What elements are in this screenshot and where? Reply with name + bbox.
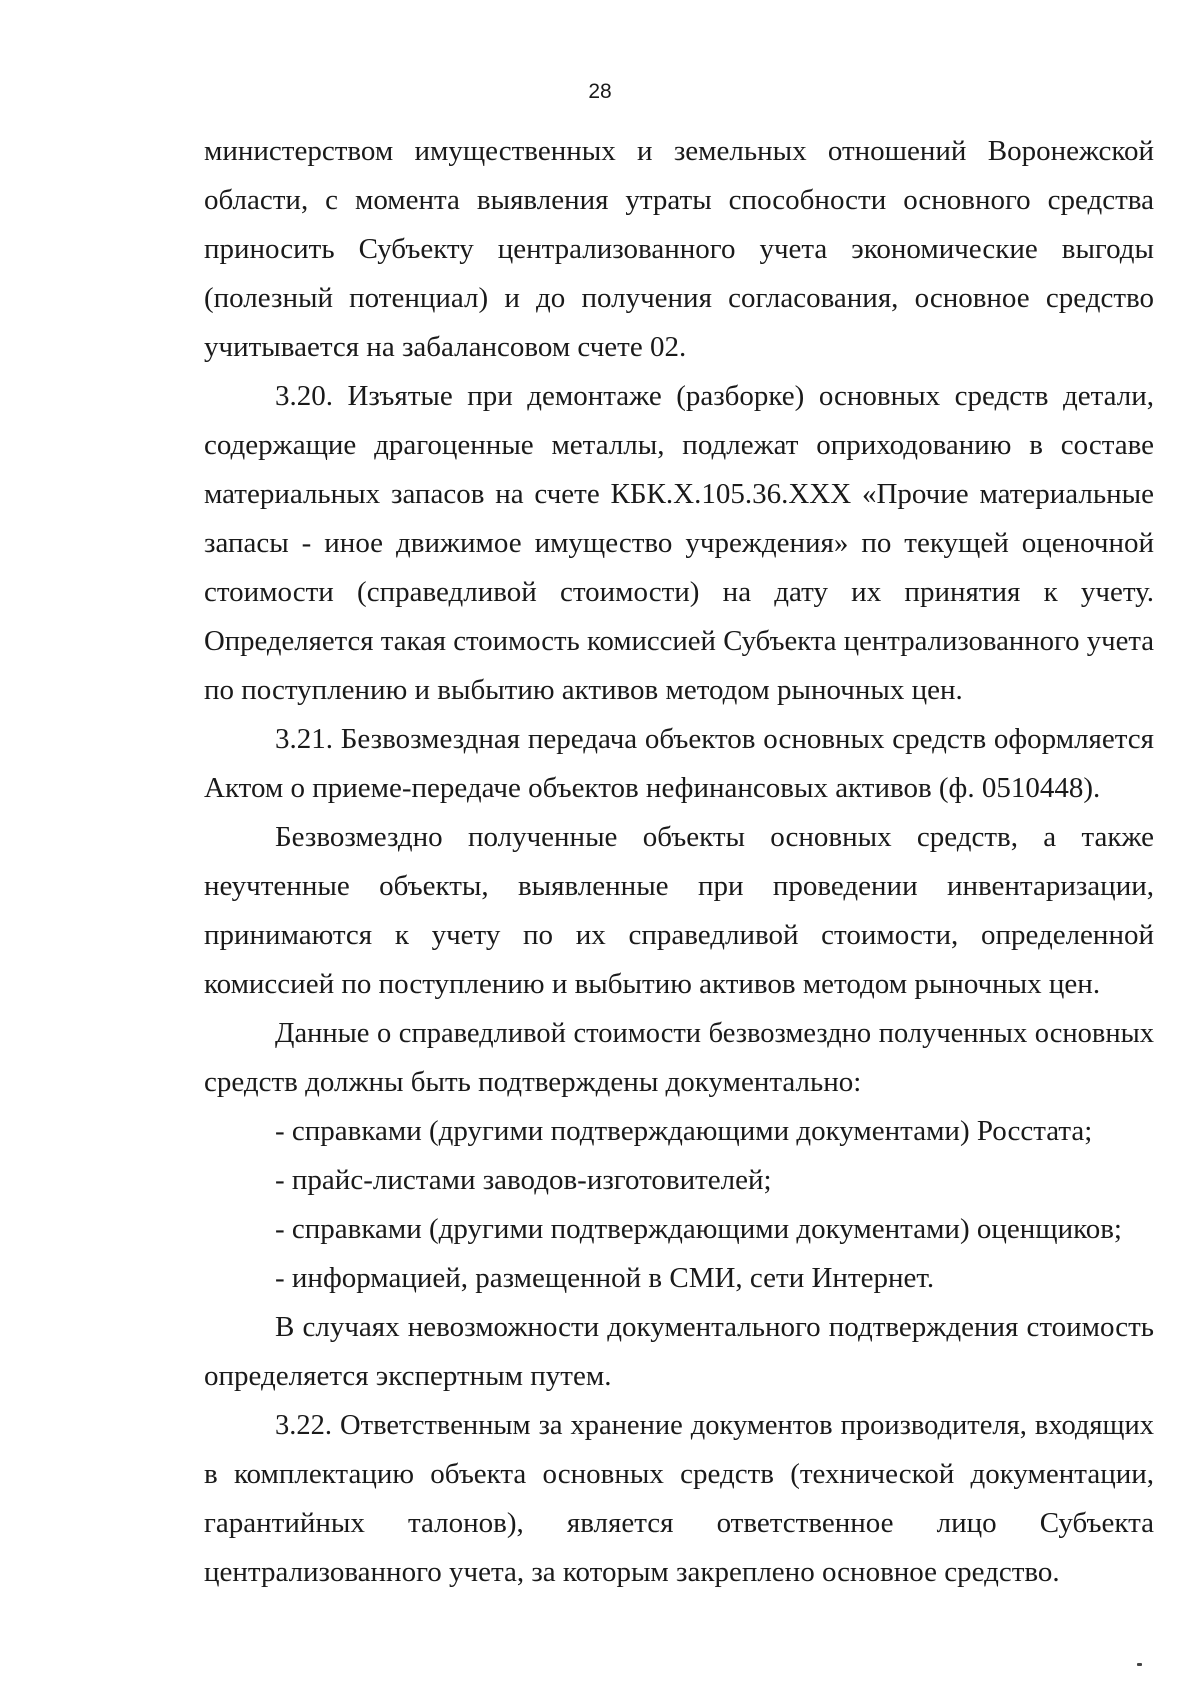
text-line: неучтенные объекты, выявленные при проведении инвентаризации, bbox=[204, 870, 1154, 902]
text-line: 3.22. Ответственным за хранение документов производителя, входящих bbox=[275, 1410, 1154, 1441]
text-line: 3.21. Безвозмездная передача объектов основных средств оформляется bbox=[275, 723, 1154, 755]
paragraph bbox=[204, 127, 1154, 372]
list-item bbox=[204, 1156, 1154, 1205]
list-item bbox=[204, 1205, 1154, 1254]
text-line: стоимости (справедливой стоимости) на дату их принятия к учету. bbox=[204, 576, 1154, 608]
text-line: (полезный потенциал) и до получения согласования, основное средство bbox=[204, 282, 1154, 314]
text-line: Безвозмездно полученные объекты основных средств, а также bbox=[275, 821, 1154, 853]
text-line: материальных запасов на счете КБК.Х.105.36.ХХХ «Прочие материальные bbox=[204, 478, 1154, 510]
text-line: средств должны быть подтверждены документально: bbox=[204, 1066, 862, 1098]
text-line: В случаях невозможности документального подтверждения стоимость bbox=[275, 1311, 1154, 1343]
text-line: Данные о справедливой стоимости безвозмездно полученных основных bbox=[275, 1018, 1154, 1049]
document-body bbox=[204, 127, 1154, 1597]
page-number: 28 bbox=[588, 80, 612, 103]
text-line: принимаются к учету по их справедливой стоимости, определенной bbox=[204, 919, 1154, 951]
text-line: - справками (другими подтверждающими документами) оценщиков; bbox=[275, 1213, 1122, 1245]
text-line: - справками (другими подтверждающими документами) Росстата; bbox=[275, 1115, 1093, 1147]
text-line: Актом о приеме-передаче объектов нефинансовых активов (ф. 0510448). bbox=[204, 772, 1101, 804]
text-line: содержащие драгоценные металлы, подлежат оприходованию в составе bbox=[204, 429, 1154, 461]
paragraph-3-21 bbox=[204, 715, 1154, 813]
text-line: запасы - иное движимое имущество учреждения» по текущей оценочной bbox=[204, 527, 1154, 559]
text-line: определяется экспертным путем. bbox=[204, 1360, 612, 1392]
paragraph-3-22 bbox=[204, 1401, 1154, 1597]
text-line: учитывается на забалансовом счете 02. bbox=[204, 331, 687, 363]
text-line: гарантийных талонов), является ответственное лицо Субъекта bbox=[204, 1507, 1154, 1539]
paragraph-3-20 bbox=[204, 372, 1154, 715]
list-item bbox=[204, 1254, 1154, 1303]
text-line: области, с момента выявления утраты способности основного средства bbox=[204, 184, 1154, 216]
text-line: приносить Субъекту централизованного учета экономические выгоды bbox=[204, 233, 1154, 265]
scan-speck bbox=[1137, 1663, 1142, 1666]
text-line: комиссией по поступлению и выбытию активов методом рыночных цен. bbox=[204, 968, 1101, 1000]
text-line: по поступлению и выбытию активов методом рыночных цен. bbox=[204, 674, 963, 706]
text-line: в комплектацию объекта основных средств (технической документации, bbox=[204, 1458, 1154, 1490]
text-line: министерством имущественных и земельных отношений Воронежской bbox=[204, 135, 1154, 167]
text-line: - информацией, размещенной в СМИ, сети Интернет. bbox=[275, 1262, 935, 1294]
list-item bbox=[204, 1107, 1154, 1156]
paragraph bbox=[204, 1009, 1154, 1107]
text-line: 3.20. Изъятые при демонтаже (разборке) основных средств детали, bbox=[275, 380, 1154, 412]
text-line: Определяется такая стоимость комиссией Субъекта централизованного учета bbox=[204, 625, 1154, 657]
paragraph bbox=[204, 813, 1154, 1009]
text-line: централизованного учета, за которым закреплено основное средство. bbox=[204, 1556, 1060, 1588]
paragraph bbox=[204, 1303, 1154, 1401]
text-line: - прайс-листами заводов-изготовителей; bbox=[275, 1164, 772, 1196]
